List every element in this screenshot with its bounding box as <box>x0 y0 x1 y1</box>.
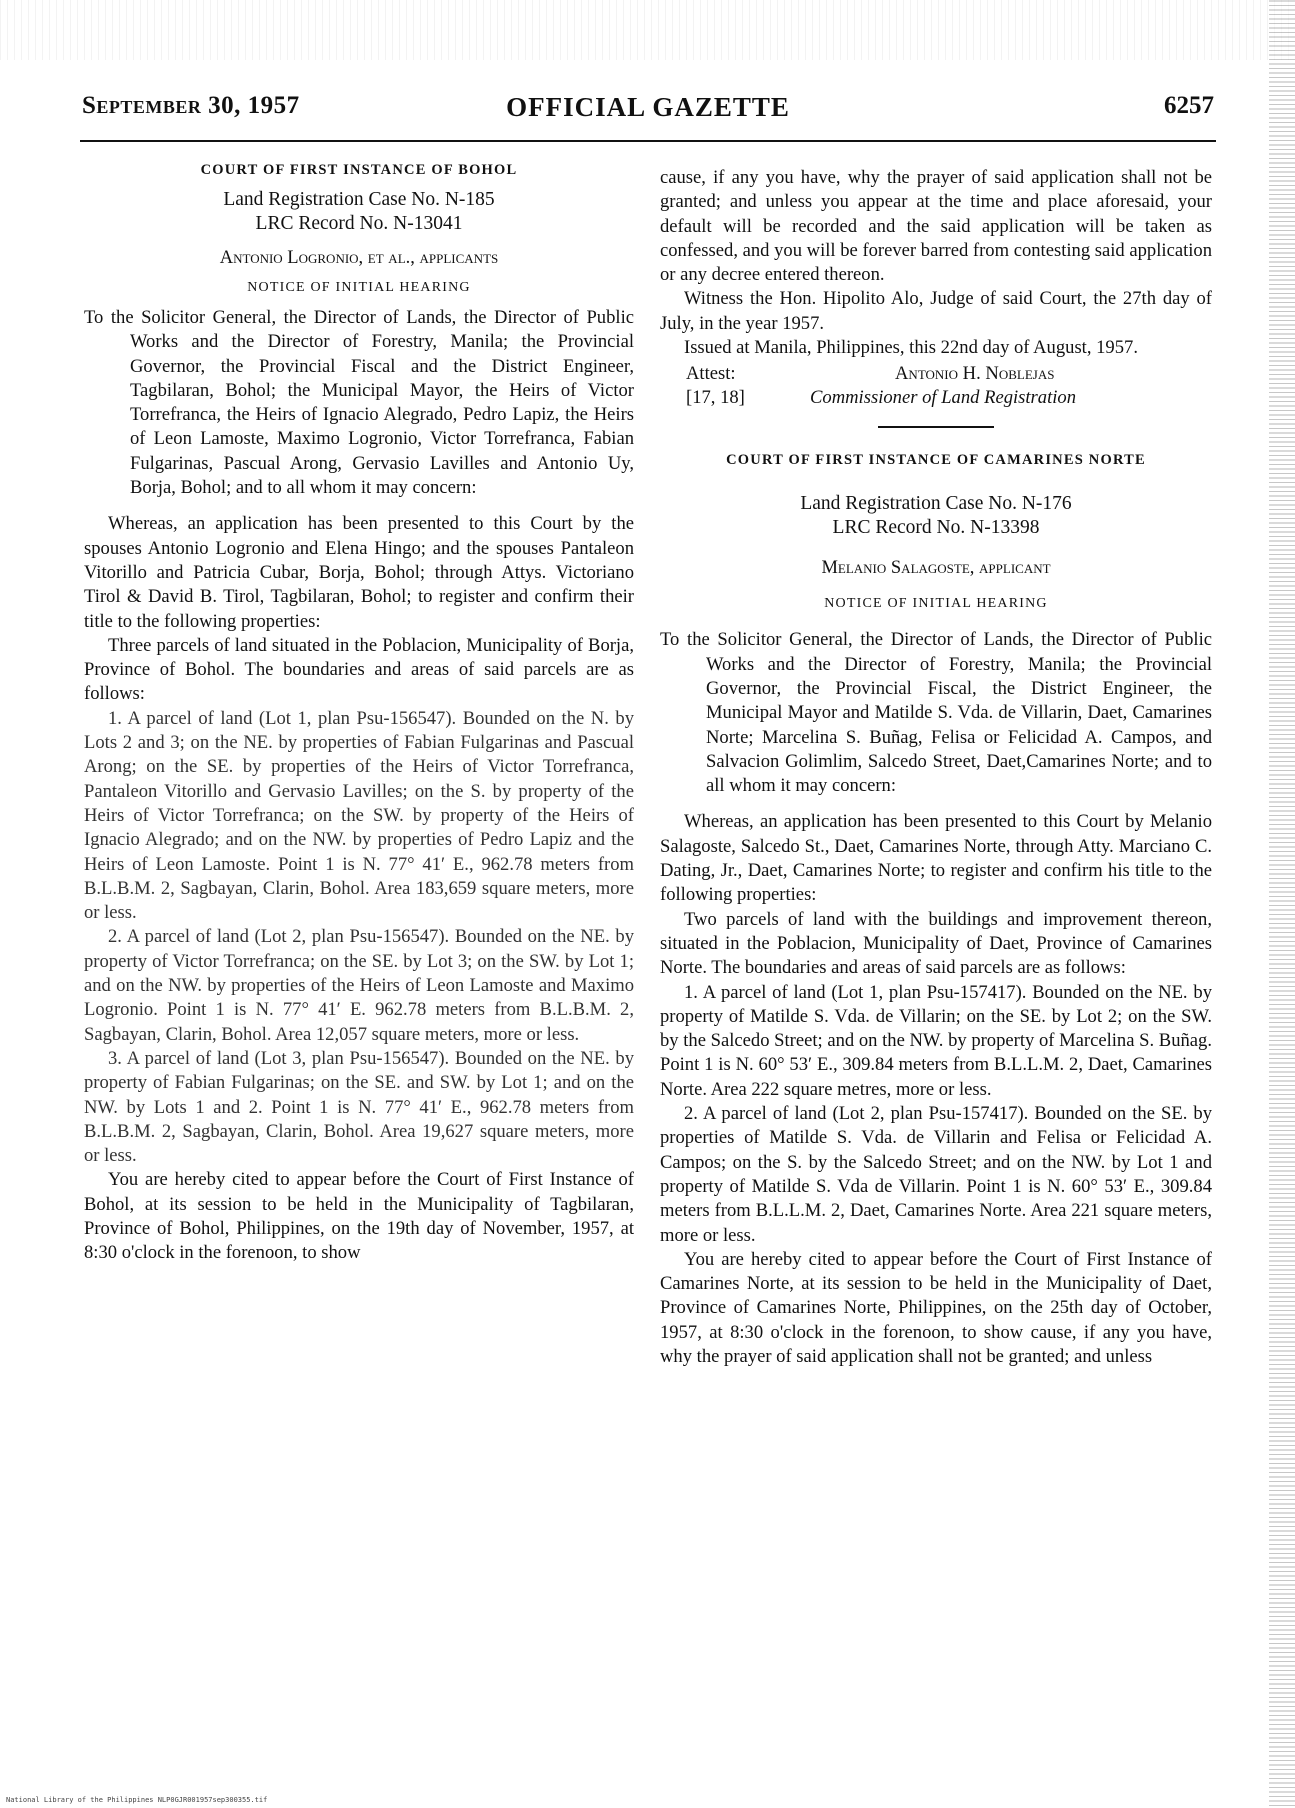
attest-name: Antonio H. Noblejas <box>895 363 1055 385</box>
court-heading-2: COURT OF FIRST INSTANCE OF CAMARINES NORTE <box>726 452 1146 469</box>
scan-noise-right <box>1269 0 1295 1808</box>
header-page-number: 6257 <box>1164 92 1214 119</box>
case-number: Land Registration Case No. N-185 <box>223 189 495 210</box>
attest-title: Commissioner of Land Registration <box>810 387 1077 409</box>
witness-paragraph: Witness the Hon. Hipolito Alo, Judge of said Court, the 27th day of July, in the year 1957. <box>660 288 1212 334</box>
section-divider <box>878 426 994 428</box>
attest-reference: [17, 18] <box>686 387 745 409</box>
citation-paragraph-2: You are hereby cited to appear before the Court of First Instance of Camarines Norte, at its session to be held in the Municipality of Daet, Province of Camarines Norte, Philippines, on the 25th day of October, 1957, at 8:30 o'clock in the forenoon, to show cause, if any you have, why the prayer of said application shall not be granted; and unless <box>660 1248 1212 1367</box>
header-rule <box>80 140 1216 142</box>
whereas-paragraph-2: Whereas, an application has been presented to this Court by Melanio Salagoste, Salcedo St., Daet, Camarines Norte, through Atty. Marciano C. Dating, Jr., Daet, Camarines Norte; to register and confirm his title to the following properties: <box>660 811 1212 906</box>
lrc-record-number: LRC Record No. N-13041 <box>255 213 463 234</box>
continuation-paragraph: cause, if any you have, why the prayer of said application shall not be granted; and unless you appear at the time and place aforesaid, your default will be recorded and the said application will be taken as confessed, and you will be forever barred from contesting said application or any decree entered thereon. <box>660 167 1212 286</box>
attest-label: Attest: <box>686 363 736 385</box>
parcels-intro-paragraph: Three parcels of land situated in the Poblacion, Municipality of Borja, Province of Bohol. The boundaries and areas of said parcels are as follows: <box>84 634 634 705</box>
left-column <box>84 160 634 1266</box>
header-title: OFFICIAL GAZETTE <box>506 92 790 122</box>
parcels-intro-paragraph-2: Two parcels of land with the buildings and improvement thereon, situated in the Poblacion, Municipality of Daet, Province of Camarines Norte. The boundaries and areas of said parcels are as follows: <box>660 908 1212 979</box>
page-header <box>82 92 1214 132</box>
scan-noise-top <box>0 0 1295 60</box>
case-number-2: Land Registration Case No. N-176 <box>800 493 1072 515</box>
parcel-1-paragraph-2: 1. A parcel of land (Lot 1, plan Psu-157417). Bounded on the NE. by property of Matilde S. Vda. de Villarin; on the SE. by Lot 2; on the SW. by the Salcedo Street; and on the NW. by property of Marcelina S. Buñag. Point 1 is N. 60° 53′ E., 309.84 meters from B.L.L.M. 2, Daet, Camarines Norte. Area 222 square metres, more or less. <box>660 981 1212 1100</box>
notice-heading-2: NOTICE OF INITIAL HEARING <box>824 596 1048 612</box>
parcel-3-paragraph: 3. A parcel of land (Lot 3, plan Psu-156547). Bounded on the NE. by property of Fabian Fulgarinas; on the SE. and SW. by Lot 1; and on the NW. by Lots 1 and 2. Point 1 is N. 77° 41′ E., 962.78 meters from B.L.B.M. 2, Sagbayan, Clarin, Bohol. Area 19,627 square meters, more or less. <box>84 1047 634 1167</box>
parcel-2-paragraph-2: 2. A parcel of land (Lot 2, plan Psu-157417). Bounded on the SE. by properties of Matilde S. Vda. de Villarin and Felisa or Felicidad A. Campos; on the S. by the Salcedo Street; and on the NW. by Lot 1 and property of Matilde S. Vda de Villarin. Point 1 is N. 60° 53′ E., 309.84 meters from B.L.L.M. 2, Daet, Camarines Norte. Area 221 square meters, more or less. <box>660 1103 1212 1246</box>
scan-footer: National Library of the Philippines NLP0GJR001957sep300355.tif <box>6 1796 268 1804</box>
addressee-paragraph-2: To the Solicitor General, the Director of Lands, the Director of Public Works and the Director of Forestry, Manila; the Provincial Governor, the Provincial Fiscal, the District Engineer, the Municipal Mayor and Matilde S. Vda. de Villarin, Daet, Camarines Norte; Marcelina S. Buñag, Felisa or Felicidad A. Campos, and Salvacion Golimlim, Salcedo Street, Daet,Camarines Norte; and to all whom it may concern: <box>660 629 1212 797</box>
citation-paragraph: You are hereby cited to appear before the Court of First Instance of Bohol, at its session to be held in the Municipality of Tagbilaran, Province of Bohol, Philippines, on the 19th day of November, 1957, at 8:30 o'clock in the forenoon, to show <box>84 1169 634 1264</box>
applicant-line-2: Melanio Salagoste, applicant <box>821 558 1051 579</box>
whereas-paragraph: Whereas, an application has been presented to this Court by the spouses Antonio Logronio and Elena Hingo; and the spouses Pantaleon Vitorillo and Patricia Cubar, Borja, Bohol; through Attys. Victoriano Tirol & David B. Tirol, Tagbilaran, Bohol; to register and confirm their title to the following properties: <box>84 513 634 632</box>
right-column <box>660 166 1212 1369</box>
issued-paragraph: Issued at Manila, Philippines, this 22nd day of August, 1957. <box>684 337 1138 359</box>
applicant-line: Antonio Logronio, et al., applicants <box>219 248 499 268</box>
parcel-2-paragraph: 2. A parcel of land (Lot 2, plan Psu-156547). Bounded on the NE. by property of Victor Torrefranca; on the SE. by Lot 3; on the SW. by Lot 1; and on the NW. by properties of the Heirs of Leon Lamoste and Maximo Logronio. Point 1 is N. 77° 41′ E. 962.78 meters from B.L.B.M. 2, Sagbayan, Clarin, Bohol. Area 12,057 square meters, more or less. <box>84 926 634 1045</box>
attestation-block <box>660 362 1212 414</box>
addressee-paragraph: To the Solicitor General, the Director of Lands, the Director of Public Works and the Director of Forestry, Manila; the Provincial Governor, the Provincial Fiscal and the District Engineer, Tagbilaran, Bohol; the Municipal Mayor, the Heirs of Victor Torrefranca, the Heirs of Ignacio Alegrado, Pedro Lapiz, the Heirs of Leon Lamoste, Maximo Logronio, Victor Torrefranca, Fabian Fulgarinas, Pascual Arong, Gervasio Lavilles and Antonio Uy, Borja, Bohol; and to all whom it may concern: <box>84 307 634 499</box>
header-date: September 30, 1957 <box>82 92 300 119</box>
parcel-1-paragraph: 1. A parcel of land (Lot 1, plan Psu-156547). Bounded on the N. by Lots 2 and 3; on the NE. by properties of Fabian Fulgarinas and Pascual Arong; on the SE. by properties of the Heirs of Victor Torrefranca, Pantaleon Vitorillo and Gervasio Lavilles; on the S. by property of the Heirs of Victor Torrefranca; on the SW. by property of the Heirs of Ignacio Alegrado; and on the NW. by properties of Pedro Lapiz and the Heirs of Leon Lamoste. Point 1 is N. 77° 41′ E., 962.78 meters from B.L.B.M. 2, Sagbayan, Clarin, Bohol. Area 183,659 square meters, more or less. <box>84 707 634 924</box>
lrc-record-number-2: LRC Record No. N-13398 <box>832 517 1040 539</box>
notice-heading: NOTICE OF INITIAL HEARING <box>247 280 471 295</box>
court-heading: COURT OF FIRST INSTANCE OF BOHOL <box>200 162 518 178</box>
